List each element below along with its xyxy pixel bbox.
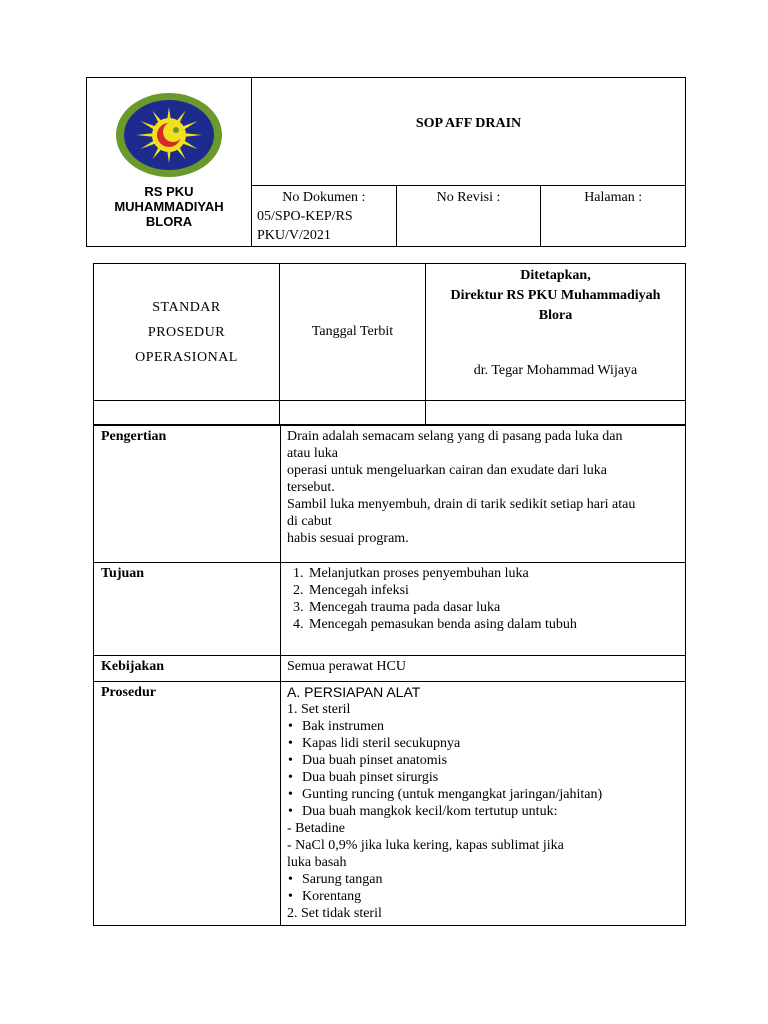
approval-cell: [426, 264, 686, 401]
no-dokumen-label: No Dokumen :: [282, 189, 366, 205]
list-item: • Sarung tangan: [302, 871, 679, 888]
hospital-name-line: RS PKU: [144, 184, 194, 199]
tujuan-label: Tujuan: [94, 563, 281, 656]
hospital-name-line: BLORA: [145, 214, 193, 229]
empty-cell: [426, 401, 686, 425]
row-kebijakan: [94, 656, 686, 682]
prosedur-sub2: 2. Set tidak steril: [287, 906, 382, 921]
text-line: habis sesuai program.: [287, 531, 409, 546]
list-item: 4. Mencegah pemasukan benda asing dalam tubuh: [307, 616, 679, 633]
pengertian-label: Pengertian: [94, 426, 281, 563]
alat-list-2: [287, 871, 679, 905]
doc-title-cell: [252, 78, 686, 186]
dash-item: - Betadine: [287, 821, 345, 836]
empty-cell: [94, 401, 280, 425]
direktur-title-line2: Blora: [538, 308, 573, 323]
dash-item-continued: luka basah: [287, 855, 347, 870]
spo-label-line: OPERASIONAL: [135, 349, 238, 365]
spo-table: [93, 263, 686, 425]
kebijakan-text: Semua perawat HCU: [281, 656, 686, 682]
no-revisi-cell: [396, 185, 541, 246]
list-item: • Kapas lidi steril secukupnya: [302, 735, 679, 752]
tujuan-list: [287, 565, 679, 633]
spo-label-line: STANDAR: [152, 299, 221, 315]
text-line: Drain adalah semacam selang yang di pasang pada luka dan: [287, 429, 623, 444]
list-item: 2. Mencegah infeksi: [307, 582, 679, 599]
tujuan-list-cell: [281, 563, 686, 656]
row-tujuan: [94, 563, 686, 656]
prosedur-sub1: 1. Set steril: [287, 702, 351, 717]
list-item: • Dua buah pinset anatomis: [302, 752, 679, 769]
row-pengertian: [94, 426, 686, 563]
text-line: atau luka: [287, 446, 338, 461]
text-line: tersebut.: [287, 480, 335, 495]
text-line: di cabut: [287, 514, 332, 529]
text-line: operasi untuk mengeluarkan cairan dan exudate dari luka: [287, 463, 607, 478]
dash-item: - NaCl 0,9% jika luka kering, kapas sublimat jika: [287, 838, 564, 853]
tanggal-terbit: Tanggal Terbit: [280, 264, 426, 401]
kebijakan-label: Kebijakan: [94, 656, 281, 682]
alat-list: [287, 718, 679, 820]
text-line: Sambil luka menyembuh, drain di tarik sedikit setiap hari atau: [287, 497, 636, 512]
spo-label-line: PROSEDUR: [147, 324, 226, 340]
no-revisi-label: No Revisi :: [436, 189, 501, 205]
hospital-name: [114, 184, 223, 229]
prosedur-heading: A. PERSIAPAN ALAT: [287, 684, 421, 700]
doc-title: SOP AFF DRAIN: [415, 116, 522, 131]
logo-cell: [87, 78, 252, 247]
no-dokumen-cell: [252, 185, 397, 246]
halaman-label: Halaman :: [584, 189, 643, 205]
list-item: • Dua buah mangkok kecil/kom tertutup untuk:: [302, 803, 679, 820]
ditetapkan-label: Ditetapkan,: [520, 268, 591, 283]
row-prosedur: [94, 682, 686, 926]
list-item: • Dua buah pinset sirurgis: [302, 769, 679, 786]
direktur-title-line1: Direktur RS PKU Muhammadiyah: [450, 288, 661, 303]
content-table: [93, 425, 686, 926]
director-name: dr. Tegar Mohammad Wijaya: [473, 363, 638, 378]
list-item: • Gunting runcing (untuk mengangkat jaringan/jahitan): [302, 786, 679, 803]
list-item: • Korentang: [302, 888, 679, 905]
hospital-name-line: MUHAMMADIYAH: [114, 199, 224, 214]
list-item: 3. Mencegah trauma pada dasar luka: [307, 599, 679, 616]
pengertian-text: [281, 426, 686, 563]
prosedur-label: Prosedur: [94, 682, 281, 926]
list-item: • Bak instrumen: [302, 718, 679, 735]
list-item: 1. Melanjutkan proses penyembuhan luka: [307, 565, 679, 582]
spo-label-cell: [94, 264, 280, 401]
no-dokumen-value: 05/SPO-KEP/RS PKU/V/2021: [257, 208, 353, 243]
document-header: [86, 77, 686, 247]
hospital-logo-icon: [115, 92, 223, 178]
halaman-cell: [541, 185, 686, 246]
empty-cell: [280, 401, 426, 425]
prosedur-cell: [281, 682, 686, 926]
